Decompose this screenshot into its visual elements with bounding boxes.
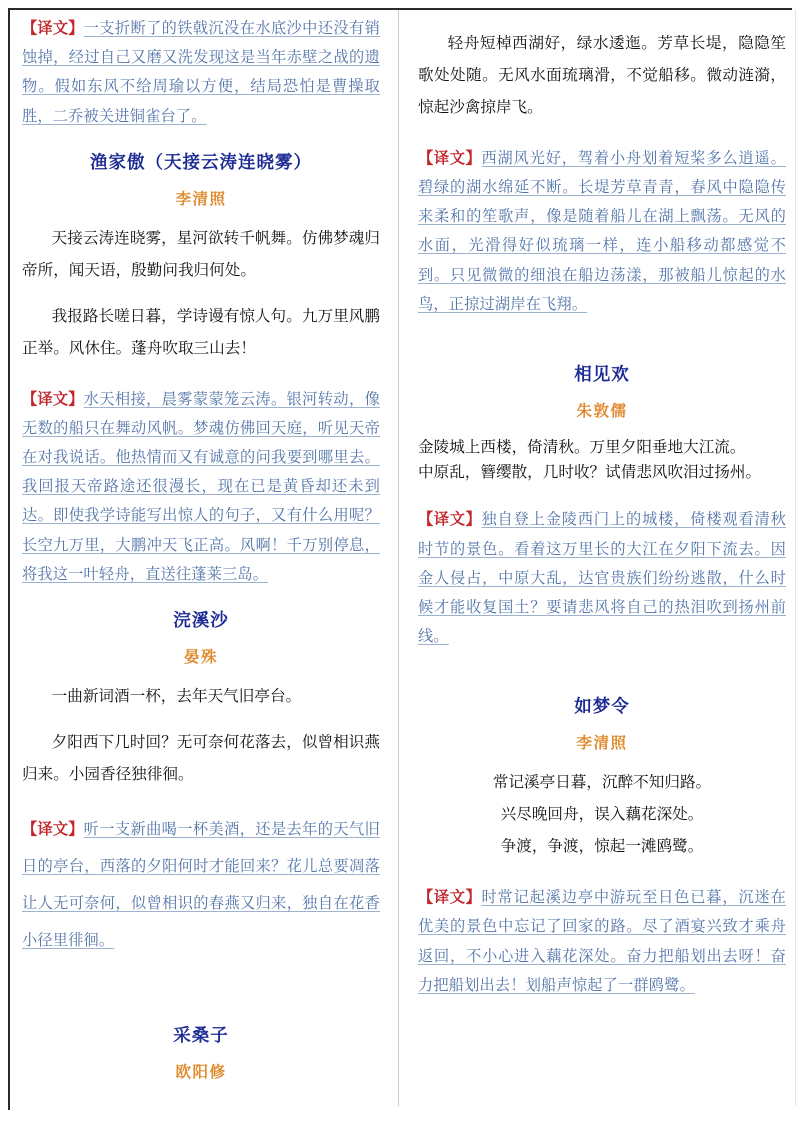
spacer — [418, 124, 786, 144]
translation-text: 听一支新曲喝一杯美酒，还是去年的天气旧日的亭台，西落的夕阳何时才能回来？花儿总要凋落让人无可奈何，似曾相识的春燕又归来，独自在花香小径里徘徊。 — [22, 819, 380, 950]
translation-text: 西湖风光好，驾着小舟划着短桨多么逍遥。碧绿的湖水绵延不断。长堤芳草青青，春风中隐隐传来柔和的笙歌声，像是随着船儿在湖上飘荡。无风的水面，光滑得好似琉璃一样，连小船移动都感觉不到。只见微微的细浪在船边荡漾，那被船儿惊起的水鸟，正掠过湖岸在飞翔。 — [418, 148, 787, 313]
poem-line: 我报路长嗟日暮，学诗谩有惊人句。九万里风鹏正举。风休住。蓬舟吹取三山去！ — [22, 306, 380, 357]
poem-author-ouyangxiu: 欧阳修 — [175, 1062, 227, 1081]
poem-body-caisangzi-continued — [418, 28, 786, 124]
translation-tag: 【译文】 — [418, 510, 482, 529]
poem-author-liqingzhao-2: 李清照 — [576, 734, 628, 753]
translation-text: 一支折断了的铁戟沉没在水底沙中还没有销蚀掉，经过自己又磨又洗发现这是当年赤壁之战的遗物。假如东风不给周瑜以方便，结局恐怕是曹操取胜，二乔被关进铜雀台了。 — [22, 19, 380, 125]
translation-block-caisangzi — [418, 144, 786, 319]
poem-body-huanxisha — [22, 681, 380, 713]
spacer — [418, 665, 786, 675]
poem-line: 争渡，争渡，惊起一滩鸥鹭。 — [500, 837, 704, 856]
translation-text: 水天相接，晨雾蒙蒙笼云涛。银河转动，像无数的船只在舞动风帆。梦魂仿佛回天庭，听见天帝在对我说话。他热情而又有诚意的问我要到哪里去。我回报天帝路途还很漫长，现在已是黄昏却还未到达。即使我学诗能写出惊人的句子，又有什么用呢？长空九万里，大鹏冲天飞正高。风啊！千万别停息，将我这一叶轻舟，直送往蓬莱三岛。 — [22, 389, 380, 583]
translation-block-xiangjianhuan — [418, 505, 786, 651]
translation-block-huanxisha — [22, 811, 380, 960]
spacer — [418, 333, 786, 343]
poem-line: 夕阳西下几时回？无可奈何花落去，似曾相识燕归来。小园香径独徘徊。 — [22, 732, 380, 783]
translation-block-yujiaao — [22, 385, 380, 589]
translation-tag: 【译文】 — [418, 148, 482, 167]
poem-title-huanxisha: 浣溪沙 — [173, 610, 229, 631]
poem-body-huanxisha-2 — [22, 727, 380, 791]
translation-tag: 【译文】 — [22, 819, 84, 838]
translation-text: 独自登上金陵西门上的城楼，倚楼观看清秋时节的景色。看着这万里长的大江在夕阳下流去。因金人侵占，中原大乱，达官贵族们纷纷逃散，什么时候才能收复国土？要请悲风将自己的热泪吹到扬州前线。 — [418, 510, 787, 646]
poem-title-yujiaao: 渔家傲（天接云涛连晓雾） — [90, 152, 312, 173]
poem-line: 天接云涛连晓雾，星河欲转千帆舞。仿佛梦魂归帝所，闻天语，殷勤问我归何处。 — [22, 228, 380, 279]
poem-line: 一曲新词酒一杯，去年天气旧亭台。 — [51, 686, 302, 705]
poem-body-rumengling — [418, 767, 786, 863]
poem-body-yujiaao-2 — [22, 301, 380, 365]
spacer — [22, 791, 380, 811]
translation-block-opening — [22, 14, 380, 131]
poem-author-yanshu: 晏殊 — [183, 647, 218, 666]
translation-block-rumengling — [418, 883, 786, 1000]
poem-line: 金陵城上西楼，倚清秋。万里夕阳垂地大江流。 — [418, 437, 746, 456]
poem-body-yujiaao — [22, 223, 380, 287]
spacer — [418, 485, 786, 505]
poem-title-xiangjianhuan: 相见欢 — [574, 364, 630, 385]
poem-author-zhudunru: 朱敦儒 — [576, 401, 628, 420]
poem-title-rumengling: 如梦令 — [574, 697, 630, 718]
poem-body-xiangjianhuan — [418, 435, 786, 486]
spacer — [22, 974, 380, 1004]
translation-text: 时常记起溪边亭中游玩至日色已暮，沉迷在优美的景色中忘记了回家的路。尽了酒宴兴致才乘舟返回，不小心进入藕花深处。奋力把船划出去呀！奋力把船划出去！划船声惊起了一群鸥鹭。 — [418, 888, 787, 994]
spacer — [22, 365, 380, 385]
poem-line: 常记溪亭日暮，沉醉不知归路。 — [492, 773, 712, 792]
right-column — [400, 0, 800, 1124]
poem-line: 中原乱，簪缨散，几时收？试倩悲风吹泪过扬州。 — [418, 463, 762, 482]
poem-line: 轻舟短棹西湖好，绿水逶迤。芳草长堤，隐隐笙歌处处随。无风水面琉璃滑，不觉船移。微动涟漪，惊起沙禽掠岸飞。 — [418, 34, 786, 116]
poem-line: 兴尽晚回舟，误入藕花深处。 — [500, 805, 704, 824]
poem-title-caisangzi: 采桑子 — [173, 1025, 229, 1046]
spacer — [418, 863, 786, 883]
translation-tag: 【译文】 — [22, 19, 84, 37]
poem-author-liqingzhao: 李清照 — [175, 189, 227, 208]
translation-tag: 【译文】 — [22, 389, 84, 408]
translation-tag: 【译文】 — [418, 888, 482, 907]
